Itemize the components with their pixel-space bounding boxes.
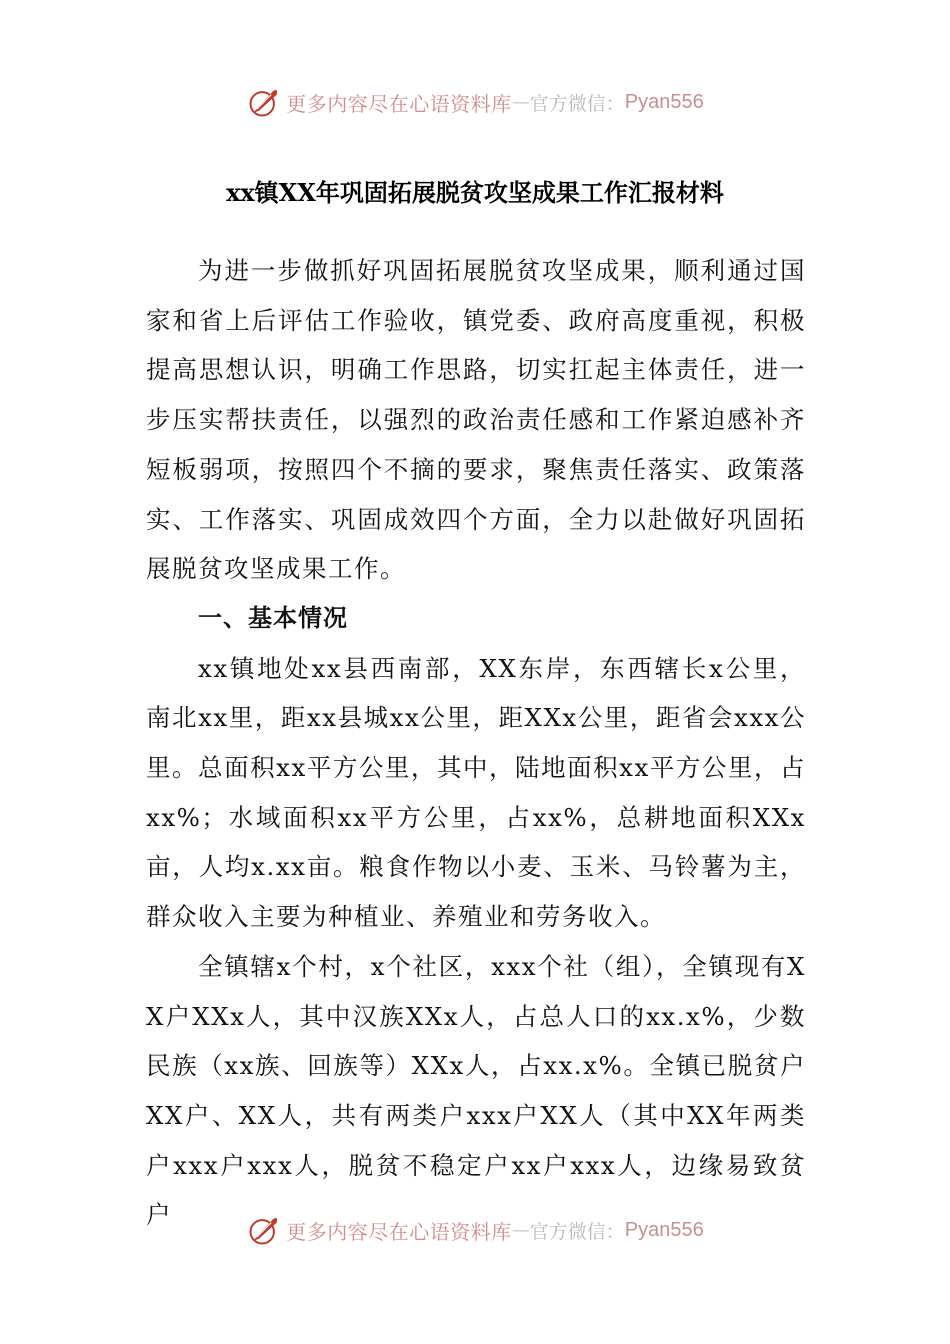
- document-body: [146, 246, 806, 1240]
- watermark-dash: —: [511, 91, 530, 113]
- watermark-text: 更多内容尽在心语资料库: [286, 1219, 512, 1244]
- watermark-footer: [0, 1208, 950, 1252]
- watermark-official-label: 官方微信：: [529, 1220, 625, 1243]
- quill-pen-in-circle-icon: [246, 1212, 282, 1248]
- quill-pen-in-circle-icon: [246, 84, 282, 120]
- section-paragraph-geography: xx镇地处xx县西南部，XX东岸，东西辖长x公里，南北xx里，距xx县城xx公里，距XXx公里，距省会xxx公里。总面积xx平方公里，其中，陆地面积xx平方公里，占xx%；水域面积xx平方公里，占xx%，总耕地面积XXx亩，人均x.xx亩。粮食作物以小麦、玉米、马铃薯为主，群众收入主要为种植业、养殖业和劳务收入。: [146, 653, 806, 932]
- section-heading-basic-situation: 一、基本情况: [198, 603, 348, 632]
- watermark-wechat-id: Pyan556: [624, 1218, 704, 1241]
- watermark-dash: —: [511, 1219, 530, 1241]
- watermark-official-label: 官方微信：: [529, 92, 625, 115]
- intro-paragraph: 为进一步做抓好巩固拓展脱贫攻坚成果，顺利通过国家和省上后评估工作验收，镇党委、政府高度重视，积极提高思想认识，明确工作思路，切实扛起主体责任，进一步压实帮扶责任，以强烈的政治责任感和工作紧迫感补齐短板弱项，按照四个不摘的要求，聚焦责任落实、政策落实、工作落实、巩固成效四个方面，全力以赴做好巩固拓展脱贫攻坚成果工作。: [146, 256, 806, 584]
- watermark-text: 更多内容尽在心语资料库: [286, 91, 512, 116]
- section-paragraph-population: 全镇辖x个村，x个社区，xxx个社（组），全镇现有XX户XXx人，其中汉族XXx人，占总人口的xx.x%，少数民族（xx族、回族等）XXx人，占xx.x%。全镇已脱贫户XX户、XX人，共有两类户xxx户XX人（其中XX年两类户xxx户xxx人，脱贫不稳定户xx户xxx人，边缘易致贫户: [146, 951, 806, 1230]
- watermark-wechat-id: Pyan556: [624, 90, 704, 113]
- watermark-header: [0, 80, 950, 124]
- document-title: xx镇XX年巩固拓展脱贫攻坚成果工作汇报材料: [226, 178, 724, 207]
